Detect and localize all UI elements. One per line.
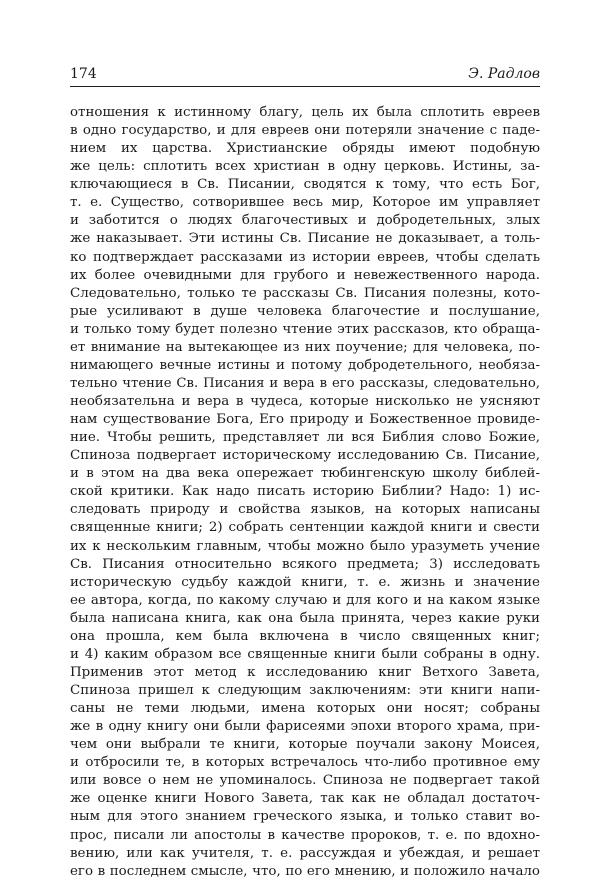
text-line: рые усиливают в душе человека благочестие и послушание, [70,303,540,319]
text-line: и отбросили те, в которых встречалось что-либо противное ему [70,755,540,771]
text-line: Следовательно, только те рассказы Св. Писания полезны, кото- [70,285,540,301]
text-line: же наказывает. Эти истины Св. Писание не доказывает, а толь- [70,231,540,247]
text-line: или вовсе о нем не упоминалось. Спиноза не подвергает такой [70,773,540,789]
page-header [70,62,540,87]
text-line: в одно государство, и для евреев они потеряли значение с паде- [70,123,540,139]
text-line: ской критики. Как надо писать историю Библии? Надо: 1) ис- [70,484,540,500]
text-line: и 4) каким образом все священные книги были собраны в одну. [70,646,540,662]
text-line: ным для этого знанием греческого языка, и только ставит во- [70,809,540,825]
text-line: ко подтверждает рассказами из истории евреев, чтобы сделать [70,249,540,265]
page-number: 174 [70,66,97,82]
text-line: и в этом на два века опережает тюбингенскую школу библей- [70,466,540,482]
text-line: она прошла, кем была включена в число священных книг; [70,628,540,644]
text-line: их более очевидными для грубого и невежественного народа. [70,267,540,283]
running-head: Э. Радлов [468,66,540,82]
text-line: и только тому будет полезно чтение этих рассказов, кто обраща- [70,321,540,337]
text-line: отношения к истинному благу, цель их была сплотить евреев [70,105,540,120]
body-text [70,104,540,881]
text-line: необязательна и вера в чудеса, которые нисколько не уясняют [70,394,540,409]
text-line: Применив этот метод к исследованию книг Ветхого Завета, [70,664,540,680]
text-line: чем они выбрали те книги, которые поучали закону Моисея, [70,737,540,753]
text-line: их к нескольким главным, чтобы можно было уразуметь учение [70,538,540,554]
text-line: саны не теми людьми, имена которых они носят; собраны [70,701,540,717]
text-line: ключающиеся в Св. Писании, сводятся к тому, что есть Бог, [70,177,540,193]
text-line: же цель: сплотить всех христиан в одну церковь. Истины, за- [70,159,540,175]
text-line: прос, писали ли апостолы в качестве пророков, т. е. по вдохно- [70,827,540,843]
text-line: же оценке книги Нового Завета, так как не обладал достаточ- [70,791,540,807]
text-line: нам существование Бога, Его природу и Божественное провиде- [70,412,540,428]
text-line: следовать природу и свойства языков, на которых написаны [70,502,540,518]
text-line: и заботится о людях благочестивых и добродетельных, злых [70,213,540,229]
text-line: вению, или как учителя, т. е. рассуждая и убеждая, и решает [70,845,540,861]
text-line: историческую судьбу каждой книги, т. е. жизнь и значение [70,574,540,590]
text-line: тельно чтение Св. Писания и вера в его рассказы, следовательно, [70,375,540,391]
text-line: Спиноза подвергает историческому исследованию Св. Писание, [70,448,540,464]
text-line: нимающего вечные истины и потому добродетельного, необяза- [70,357,540,373]
text-line: Спиноза пришел к следующим заключениям: эти книги напи- [70,683,540,698]
text-line: же в одну книгу они были фарисеями эпохи второго храма, при- [70,719,540,735]
text-line: ее автора, когда, по какому случаю и для кого и на каком языке [70,592,540,608]
text-line: его в последнем смысле, что, по его мнению, и положило начало [70,863,540,879]
text-line: нием их царства. Христианские обряды имеют подобную [70,141,540,157]
text-line: Св. Писания относительно всякого предмета; 3) исследовать [70,556,540,572]
text-line: была написана книга, как она была принята, через какие руки [70,610,540,626]
text-line: ние. Чтобы решить, представляет ли вся Библия слово Божие, [70,430,540,446]
text-line: священные книги; 2) собрать сентенции каждой книги и свести [70,520,540,536]
text-line: ет внимание на вытекающее из них поучение; для человека, по- [70,339,540,355]
text-line: т. е. Существо, сотворившее весь мир, Которое им управляет [70,195,540,211]
